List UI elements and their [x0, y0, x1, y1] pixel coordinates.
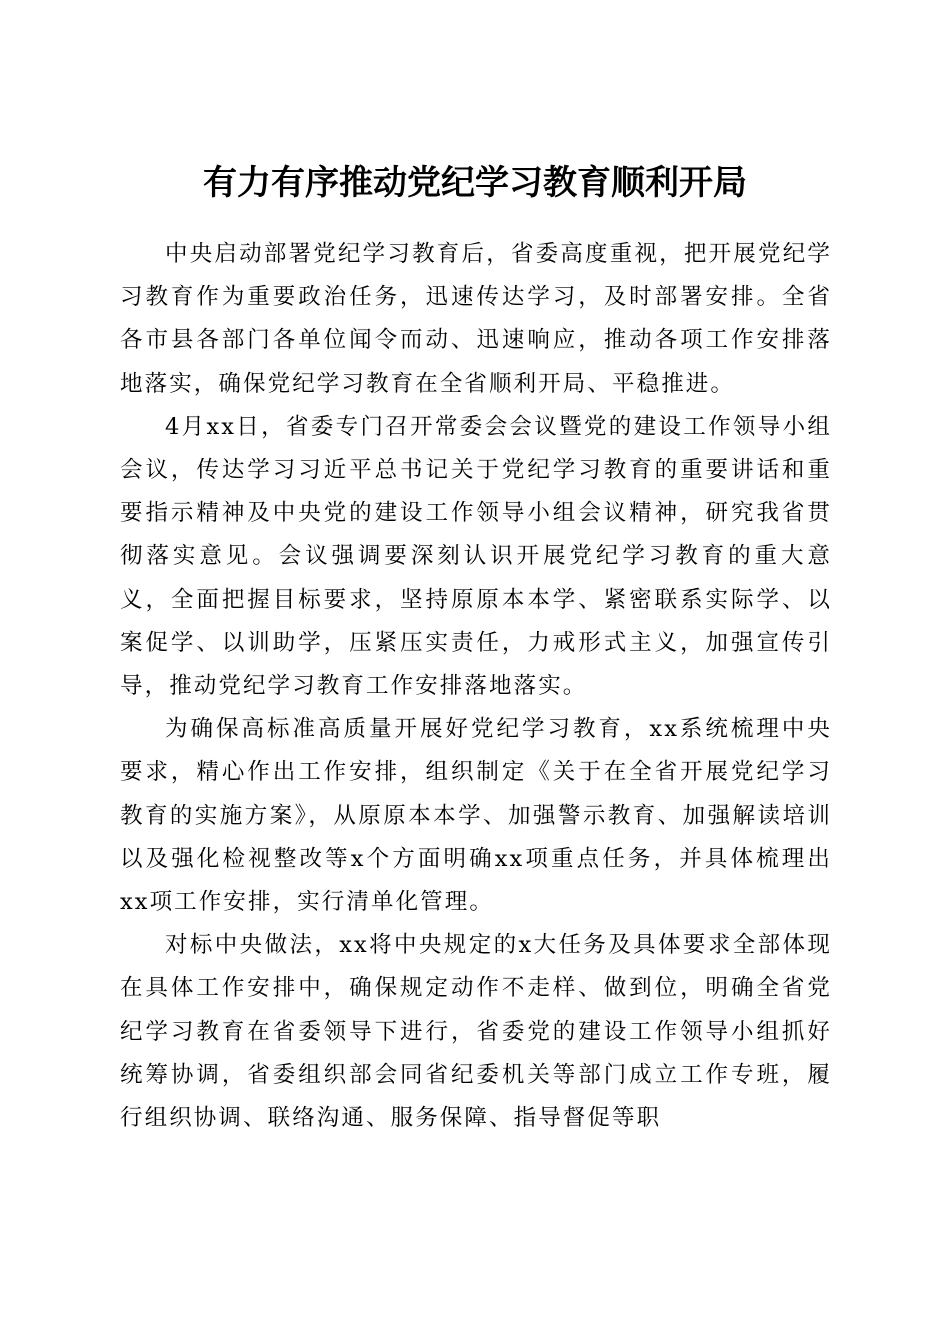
document-title: 有力有序推动党纪学习教育顺利开局 [203, 162, 747, 203]
document-body [120, 233, 832, 1140]
paragraph-3: 为确保高标准高质量开展好党纪学习教育，xx系统梳理中央要求，精心作出工作安排，组织制定《关于在全省开展党纪学习教育的实施方案》，从原原本本学、加强警示教育、加强解读培训以及强化检视整改等x个方面明确xx项重点任务，并具体梳理出xx项工作安排，实行清单化管理。 [120, 716, 832, 916]
paragraph-2: 4月xx日，省委专门召开常委会会议暨党的建设工作领导小组会议，传达学习习近平总书记关于党纪学习教育的重要讲话和重要指示精神及中央党的建设工作领导小组会议精神，研究我省贯彻落实意见。会议强调要深刻认识开展党纪学习教育的重大意义，全面把握目标要求，坚持原原本本学、紧密联系实际学、以案促学、以训助学，压紧压实责任，力戒形式主义，加强宣传引导，推动党纪学习教育工作安排落地落实。 [120, 413, 832, 700]
paragraph-1: 中央启动部署党纪学习教育后，省委高度重视，把开展党纪学习教育作为重要政治任务，迅速传达学习，及时部署安排。全省各市县各部门各单位闻令而动、迅速响应，推动各项工作安排落地落实，确保党纪学习教育在全省顺利开局、平稳推进。 [120, 241, 832, 397]
paragraph-4: 对标中央做法，xx将中央规定的x大任务及具体要求全部体现在具体工作安排中，确保规定动作不走样、做到位，明确全省党纪学习教育在省委领导下进行，省委党的建设工作领导小组抓好统筹协调，省委组织部会同省纪委机关等部门成立工作专班，履行组织协调、联络沟通、服务保障、指导督促等职 [120, 932, 832, 1132]
